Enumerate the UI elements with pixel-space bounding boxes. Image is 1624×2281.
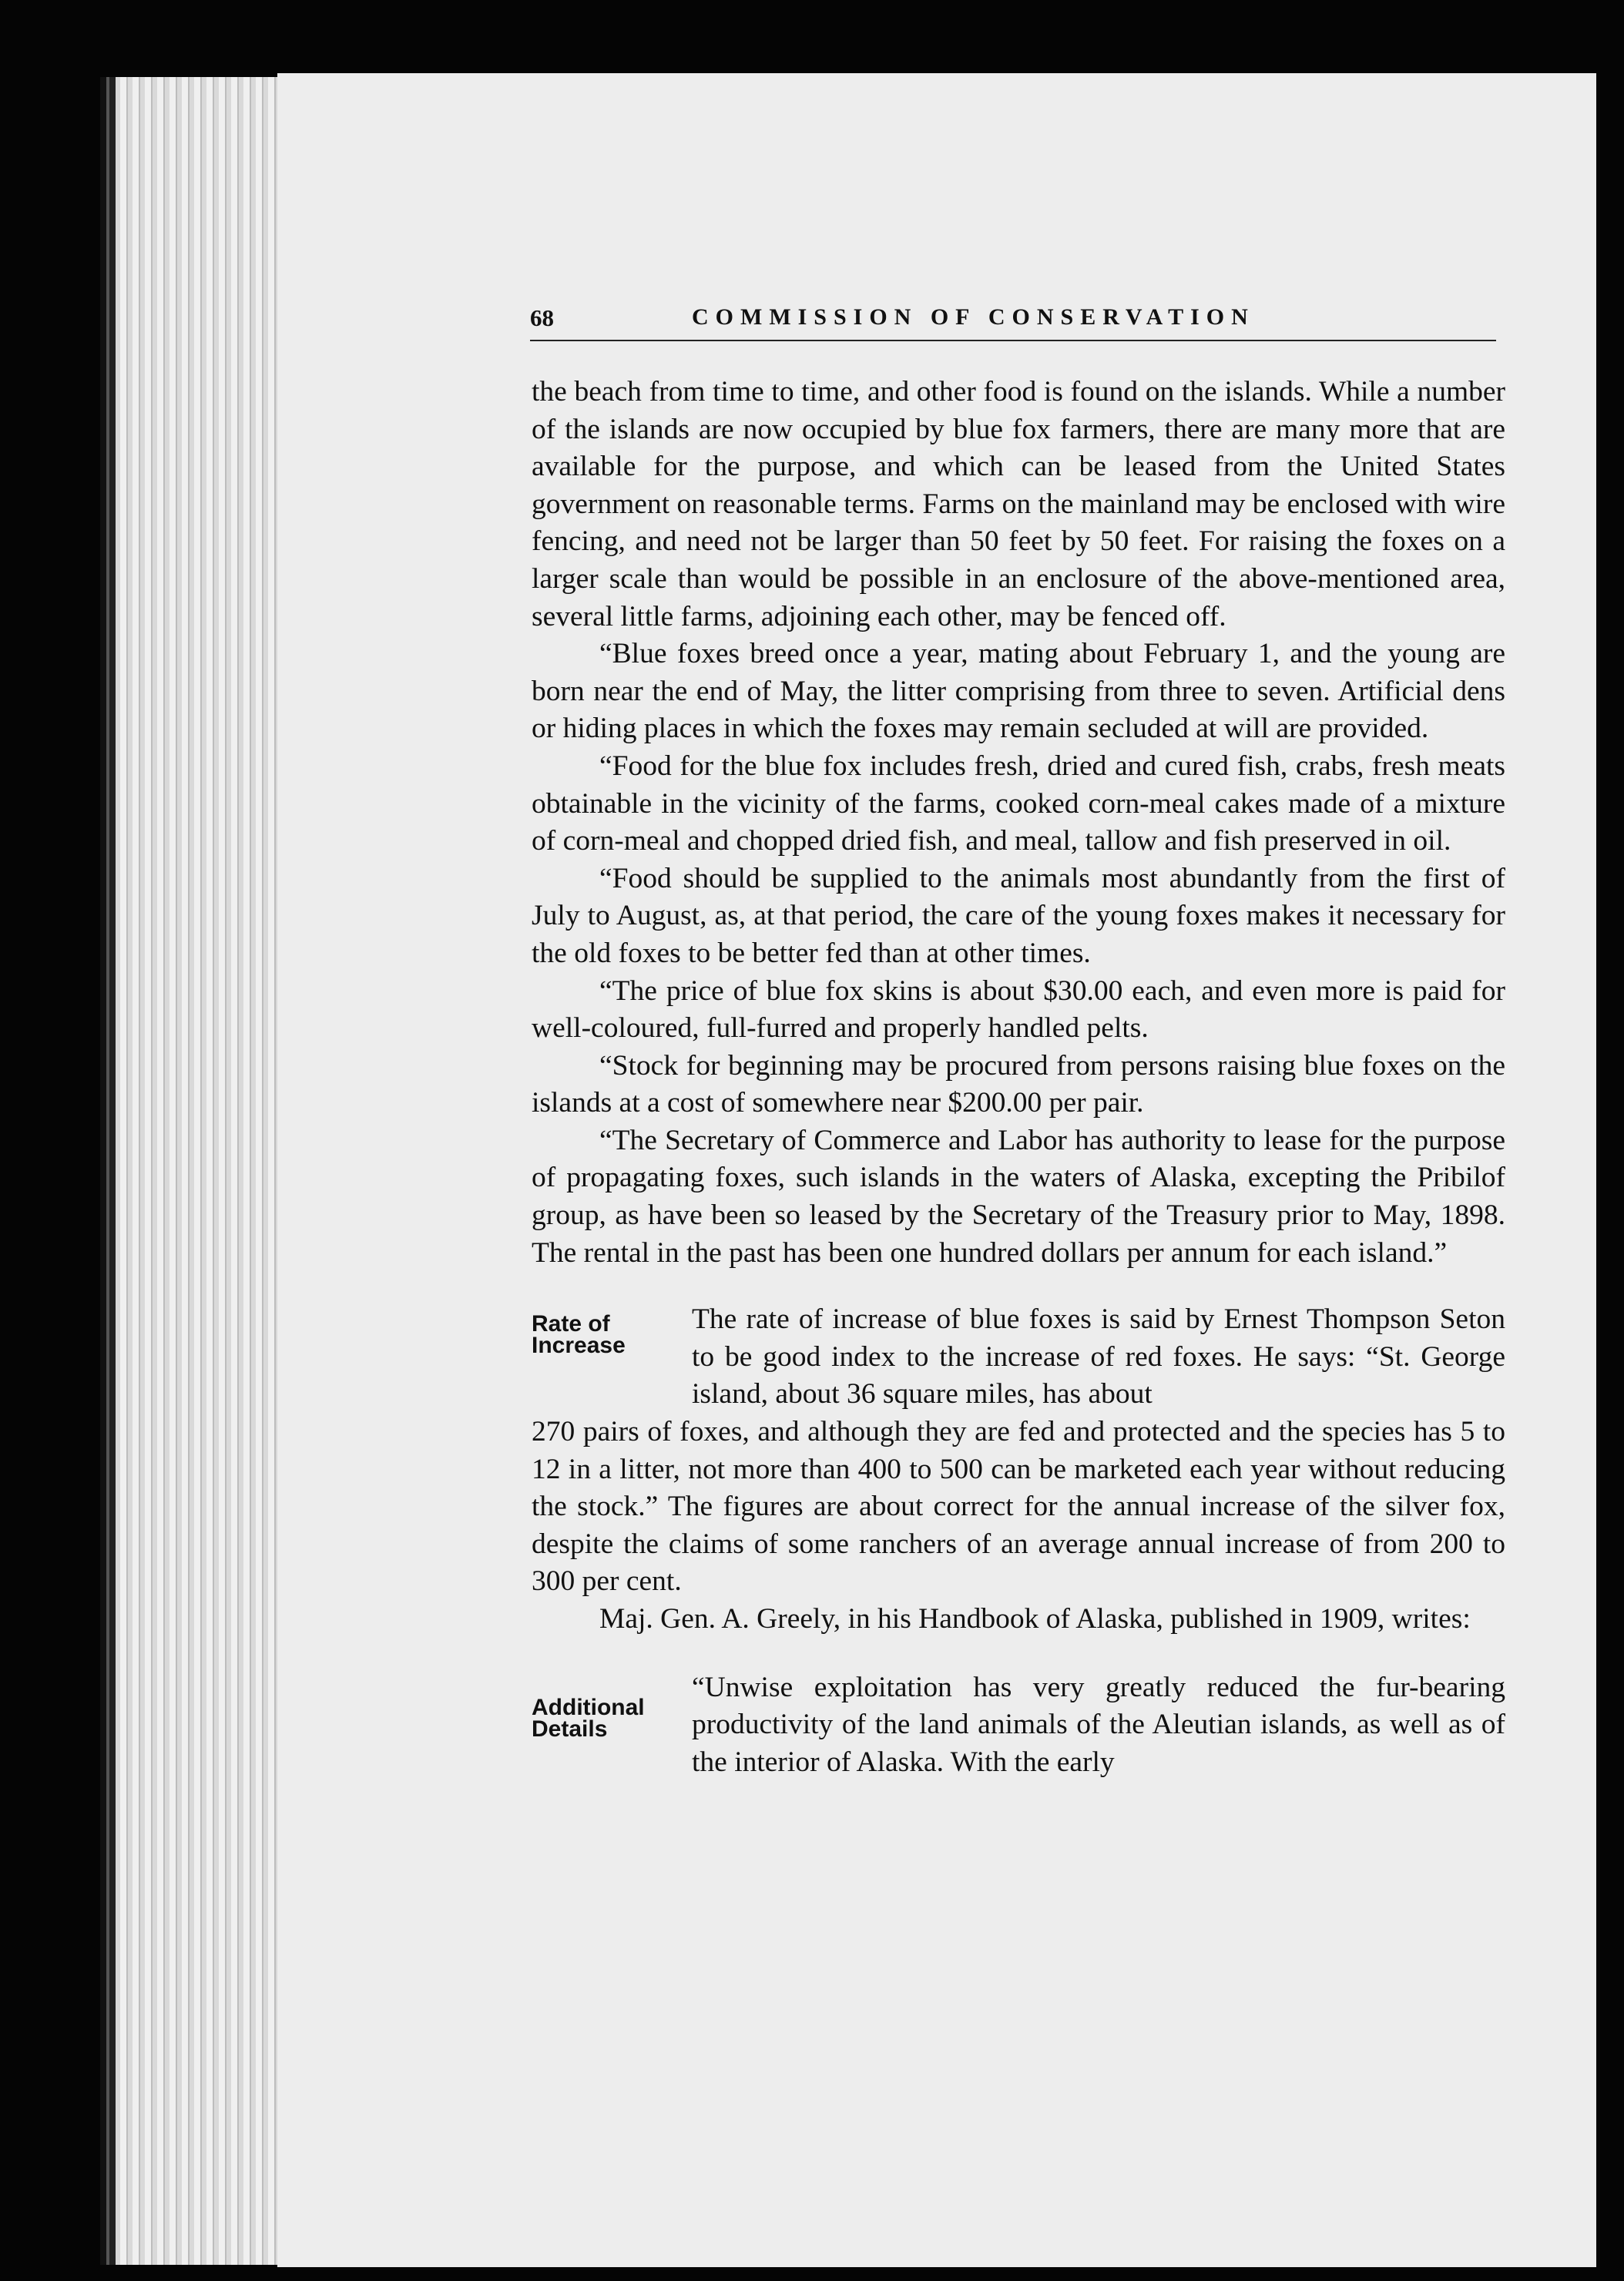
- paragraph: “Food for the blue fox includes fresh, dried and cured fish, crabs, fresh meats obtainable in the vicinity of the farms, cooked corn-meal cakes made of a mixture of corn-meal and chopped dried fish, and meal, tallow and fish preserved in oil.: [532, 750, 1505, 857]
- paragraph-lead: “Unwise exploitation has very greatly reduced the fur-bearing productivity of the land animals of the Aleutian islands, as well as of the interior of Alaska. With the early: [692, 1671, 1505, 1778]
- spacer: [532, 1272, 1505, 1301]
- page-number: 68: [530, 304, 554, 331]
- paragraph: “Food should be supplied to the animals most abundantly from the first of July to August, as, at that period, the care of the young foxes makes it necessary for the old foxes to be better fed than at other times.: [532, 862, 1505, 969]
- body-text: [532, 374, 1505, 1781]
- paragraph: the beach from time to time, and other food is found on the islands. While a number of the islands are now occupied by blue fox farmers, there are many more that are available for the purpose, and which can be leased from the United States government on reasonable terms. Farms on the mainland may be enclosed with wire fencing, and need not be larger than 50 feet by 50 feet. For raising the foxes on a larger scale than would be possible in an enclosure of the above-mentioned area, several little farms, adjoining each other, may be fenced off.: [532, 376, 1505, 632]
- rate-of-increase-section: [532, 1301, 1505, 1601]
- spacer: [532, 1639, 1505, 1669]
- paragraph: Maj. Gen. A. Greely, in his Handbook of Alaska, published in 1909, writes:: [599, 1603, 1471, 1635]
- additional-details-section: [532, 1669, 1505, 1782]
- paragraph-continuation: 270 pairs of foxes, and although they are fed and protected and the species has 5 to 12 in a litter, not more than 400 to 500 can be marketed each year without reducing the stock.” The figures are about correct for the annual increase of the silver fox, despite the claims of some ranchers of an average annual increase of from 200 to 300 per cent.: [532, 1416, 1505, 1598]
- running-head: COMMISSION OF CONSERVATION: [692, 304, 1255, 330]
- sidenote-additional-details: Additional Details: [532, 1694, 645, 1742]
- paragraph: “The price of blue fox skins is about $30.00 each, and even more is paid for well-coloured, full-furred and properly handled pelts.: [532, 974, 1505, 1045]
- page-header: [530, 304, 1496, 341]
- paragraph: “Stock for beginning may be procured from persons raising blue foxes on the islands at a cost of somewhere near $200.00 per pair.: [532, 1049, 1505, 1119]
- paragraph: “The Secretary of Commerce and Labor has authority to lease for the purpose of propagating foxes, such islands in the waters of Alaska, excepting the Pribilof group, as have been so leased by the Secretary of the Treasury prior to May, 1898. The rental in the past has been one hundred dollars per annum for each island.”: [532, 1124, 1505, 1269]
- paragraph-lead: The rate of increase of blue foxes is said by Ernest Thompson Seton to be good index to the increase of red foxes. He says: “St. George island, about 36 square miles, has about: [692, 1303, 1505, 1411]
- paragraph: “Blue foxes breed once a year, mating about February 1, and the young are born near the end of May, the litter comprising from three to seven. Artificial dens or hiding places in which the foxes may remain secluded at will are provided.: [532, 638, 1505, 745]
- page-edges: [116, 77, 293, 2265]
- sidenote-rate-of-increase: Rate of Increase: [532, 1311, 626, 1359]
